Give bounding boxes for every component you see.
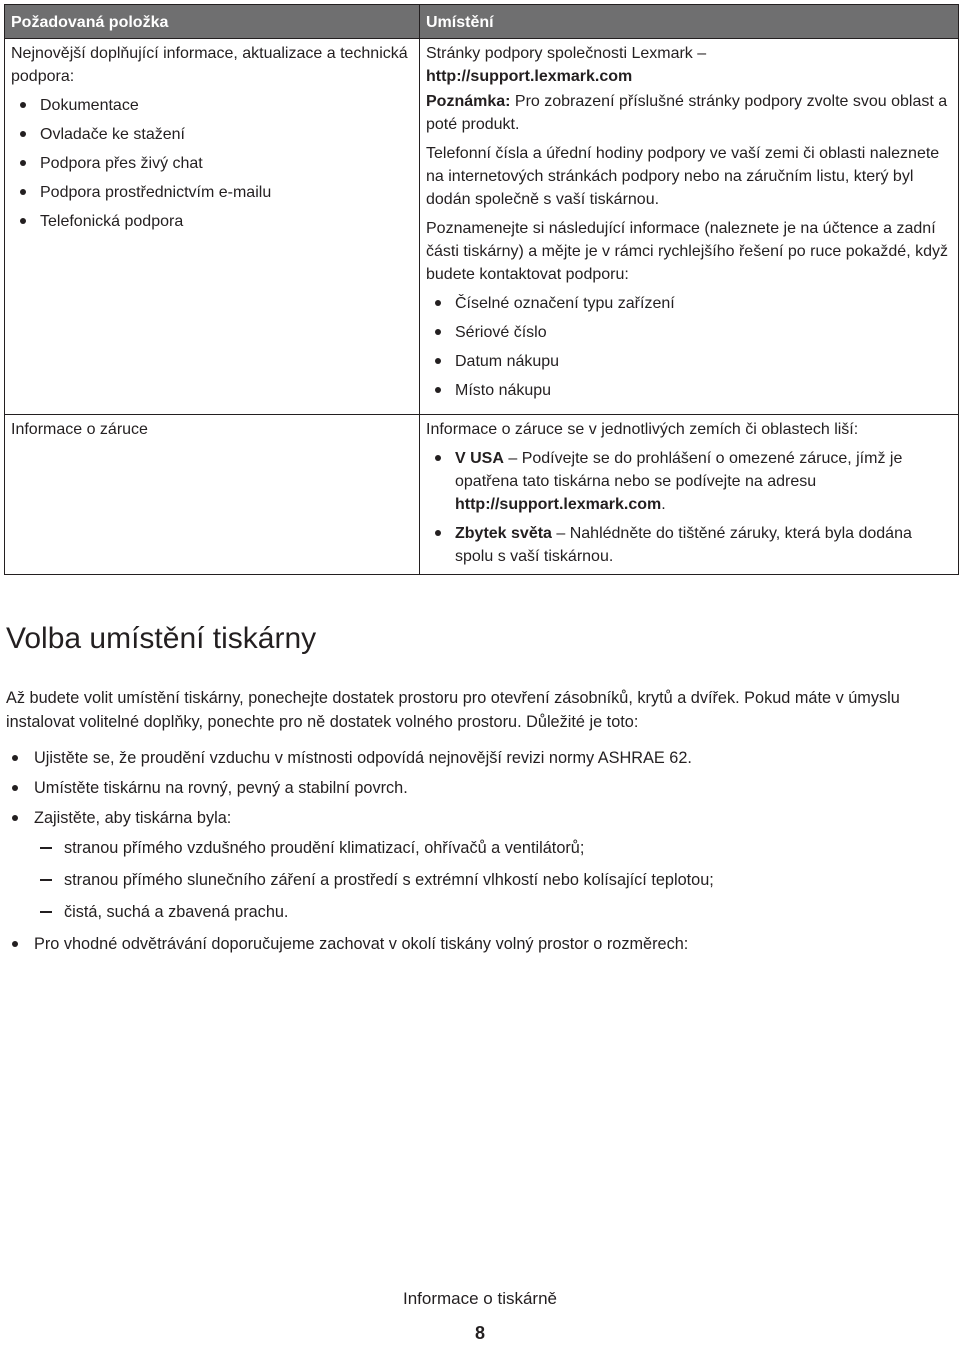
list-item: Pro vhodné odvětrávání doporučujeme zachovat v okolí tiskány volný prostor o rozměrech: bbox=[6, 932, 951, 956]
list-item: Podpora přes živý chat bbox=[11, 152, 413, 175]
phone-paragraph: Telefonní čísla a úřední hodiny podpory ve vaší zemi či oblasti naleznete na internetových stránkách podpory nebo na záručním listu, který byl dodán společně s vaší tiskárnou. bbox=[426, 145, 940, 208]
list-item: Telefonická podpora bbox=[11, 210, 413, 233]
list-item: Sériové číslo bbox=[426, 321, 952, 344]
list-item: stranou přímého vzdušného proudění klimatizací, ohřívačů a ventilátorů; bbox=[6, 836, 951, 860]
list-item: Číselné označení typu zařízení bbox=[426, 292, 952, 315]
note-paragraph bbox=[426, 90, 952, 136]
support-site-text: Stránky podpory společnosti Lexmark – bbox=[426, 45, 707, 62]
conditions-list bbox=[34, 836, 951, 924]
list-item: Ujistěte se, že proudění vzduchu v místnosti odpovídá nejnovější revizi normy ASHRAE 62. bbox=[6, 746, 951, 770]
header-location: Umístění bbox=[420, 5, 959, 39]
support-info-table bbox=[4, 4, 959, 575]
world-label: Zbytek světa bbox=[455, 525, 552, 542]
row1-item-text: Nejnovější doplňující informace, aktualizace a technická podpora: bbox=[11, 45, 408, 85]
world-text: – Nahlédněte do tištěné záruky, která byla dodána spolu s vaší tiskárnou. bbox=[455, 525, 912, 565]
support-types-list bbox=[11, 94, 413, 233]
table-row bbox=[5, 39, 959, 415]
placement-list bbox=[6, 746, 951, 956]
row2-item-cell: Informace o záruce bbox=[5, 415, 420, 575]
list-item bbox=[6, 806, 951, 924]
warranty-text: Informace o záruce se v jednotlivých zemích či oblastech liší: bbox=[426, 421, 859, 438]
row2-location-cell bbox=[420, 415, 959, 575]
list-item bbox=[426, 447, 952, 516]
row1-item-cell bbox=[5, 39, 420, 415]
warranty-list bbox=[426, 447, 952, 568]
page-number: 8 bbox=[474, 1323, 485, 1343]
list-item: Podpora prostřednictvím e-mailu bbox=[11, 181, 413, 204]
list-item: Dokumentace bbox=[11, 94, 413, 117]
section-heading: Volba umístění tiskárny bbox=[6, 622, 317, 655]
usa-end: . bbox=[661, 496, 666, 513]
usa-label: V USA bbox=[455, 450, 504, 467]
header-requested-item: Požadovaná položka bbox=[5, 5, 420, 39]
record-info-list bbox=[426, 292, 952, 402]
note-label: Poznámka: bbox=[426, 93, 511, 110]
usa-text: – Podívejte se do prohlášení o omezené záruce, jímž je opatřena tato tiskárna nebo se podívejte na adresu bbox=[455, 450, 903, 490]
list-item: čistá, suchá a zbavená prachu. bbox=[6, 900, 951, 924]
list-item: Umístěte tiskárnu na rovný, pevný a stabilní povrch. bbox=[6, 776, 951, 800]
list-item: Ovladače ke stažení bbox=[11, 123, 413, 146]
list-item-text: Zajistěte, aby tiskárna byla: bbox=[34, 809, 232, 827]
row1-location-cell bbox=[420, 39, 959, 415]
list-item: Místo nákupu bbox=[426, 379, 952, 402]
note-text: Pro zobrazení příslušné stránky podpory zvolte svou oblast a poté produkt. bbox=[426, 93, 948, 133]
printer-location-section bbox=[6, 614, 951, 962]
list-item: Datum nákupu bbox=[426, 350, 952, 373]
record-paragraph: Poznamenejte si následující informace (naleznete je na účtence a zadní části tiskárny) a mějte je v rámci rychlejšího řešení po ruce pokaždé, když budete kontaktovat podporu: bbox=[426, 220, 948, 283]
footer-title: Informace o tiskárně bbox=[402, 1289, 557, 1308]
support-link[interactable]: http://support.lexmark.com bbox=[426, 68, 633, 85]
section-intro: Až budete volit umístění tiskárny, ponechejte dostatek prostoru pro otevření zásobníků, krytů a dvířek. Pokud máte v úmyslu instalovat volitelné doplňky, ponechte pro ně dostatek volného prostoru. Důležité je toto: bbox=[6, 689, 900, 731]
list-item bbox=[426, 522, 952, 568]
list-item: stranou přímého slunečního záření a prostředí s extrémní vlhkostí nebo kolísající teplotou; bbox=[6, 868, 951, 892]
table-row bbox=[5, 415, 959, 575]
warranty-support-link[interactable]: http://support.lexmark.com bbox=[455, 496, 662, 513]
